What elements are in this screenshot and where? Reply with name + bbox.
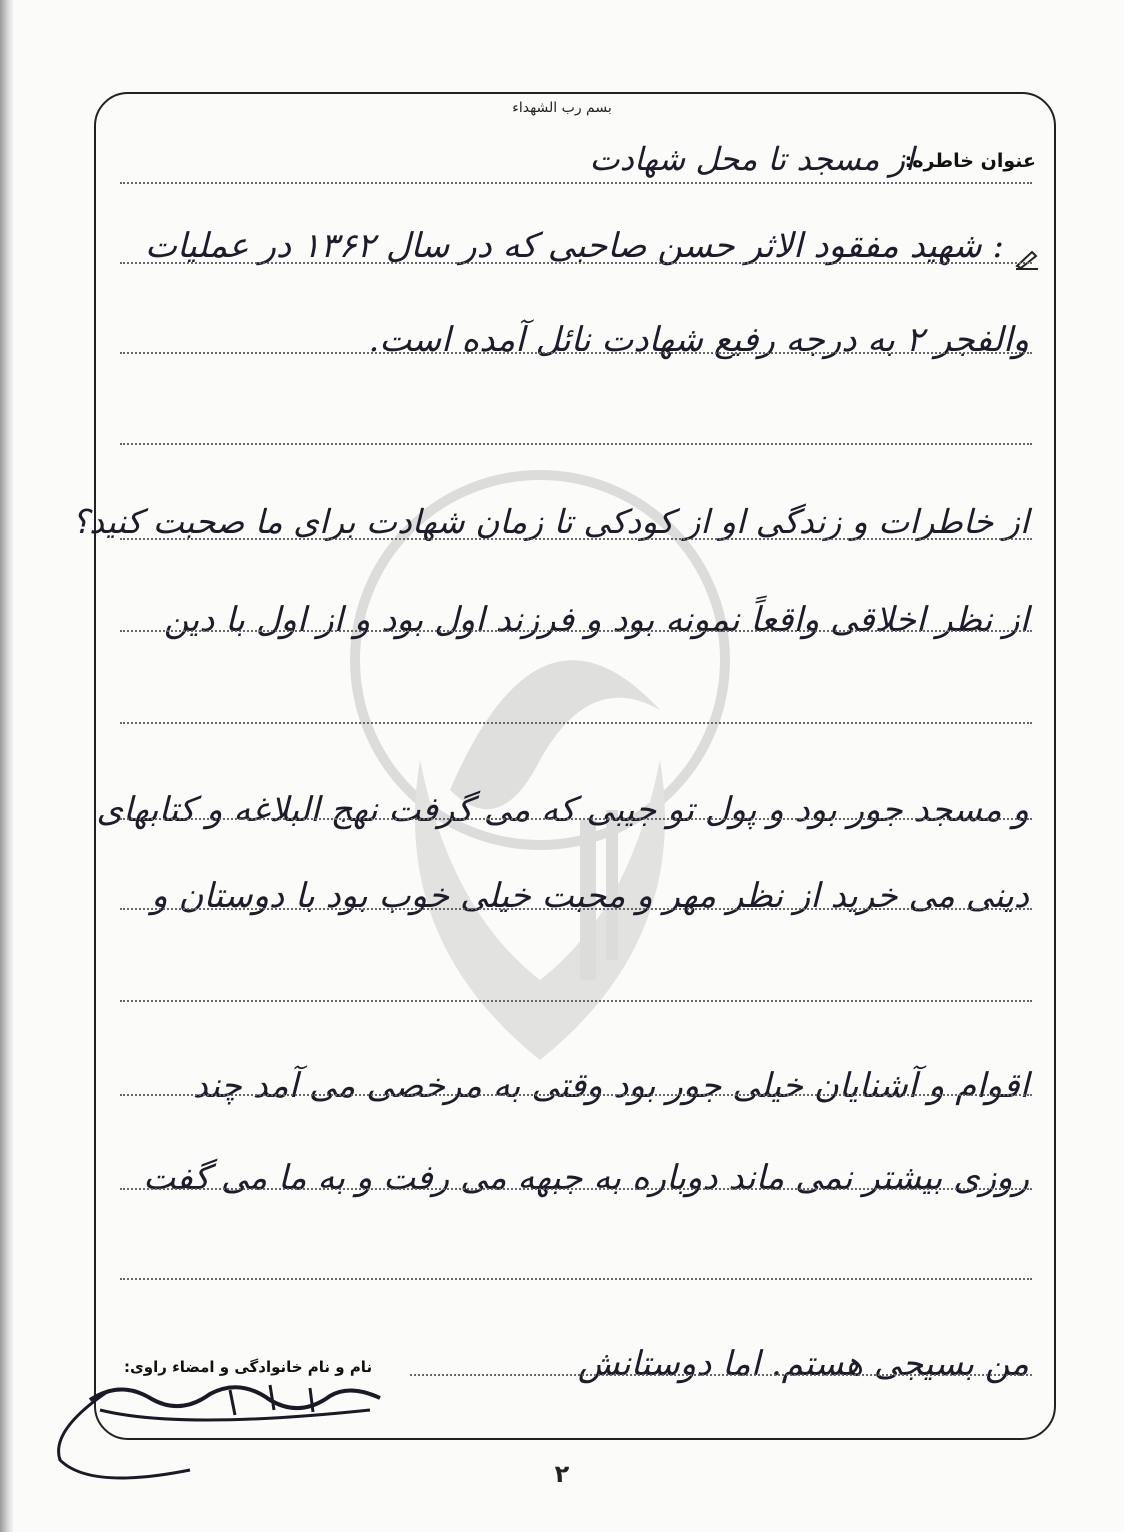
ruled-line [120,1278,1032,1280]
ruled-line [120,722,1032,724]
answer-line: من بسیجی هستم. اما دوستانش [577,1344,1029,1384]
memory-title-value: از مسجد تا محل شهادت [589,140,914,178]
answer-line: از نظر اخلاقی واقعاً نمونه بود و فرزند اول بود و از اول با دین [163,600,1029,640]
ruled-line [120,818,1032,820]
ruled-line [120,1094,1032,1096]
ruled-line [120,262,1032,264]
ruled-line [120,443,1032,445]
ruled-line [120,538,1032,540]
pen-icon [1014,248,1040,270]
scan-edge [0,0,14,1532]
question-prompt: از خاطرات و زندگی او از کودکی تا زمان شهادت برای ما صحبت کنید؟ [71,502,1029,541]
watermark-emblem-icon [330,460,750,1080]
ruled-line [120,630,1032,632]
answer-line: دینی می خرید از نظر مهر و محبت خیلی خوب بود با دوستان و [151,876,1029,916]
ruled-line [120,352,1032,354]
page-number: ۲ [554,1460,570,1488]
ruled-line [410,1374,1032,1376]
memory-title-label: عنوان خاطره: [904,150,1036,172]
answer-line: و مسجد جور بود و پول تو جیبی که می گرفت نهج البلاغه و کتابهای [96,790,1029,830]
answer-line: اقوام و آشنایان خیلی جور بود وقتی به مرخصی می آمد چند [192,1066,1029,1106]
basmala-header: بسم رب الشهداء [512,100,612,116]
narrator-signature-label: نام و نام خانوادگی و امضاء راوی: [124,1358,373,1376]
ruled-line [120,1000,1032,1002]
ruled-line [120,1188,1032,1190]
ruled-line [120,908,1032,910]
intro-line-1: : شهید مفقود الاثر حسن صاحبی که در سال ۱۳۶۲ در عملیات [144,226,1004,266]
ruled-line [120,182,1032,184]
intro-line-2: والفجر ۲ به درجه رفیع شهادت نائل آمده است. [368,320,1029,360]
answer-line: روزی بیشتر نمی ماند دوباره به جبهه می رفت و به ما می گفت [143,1158,1029,1198]
